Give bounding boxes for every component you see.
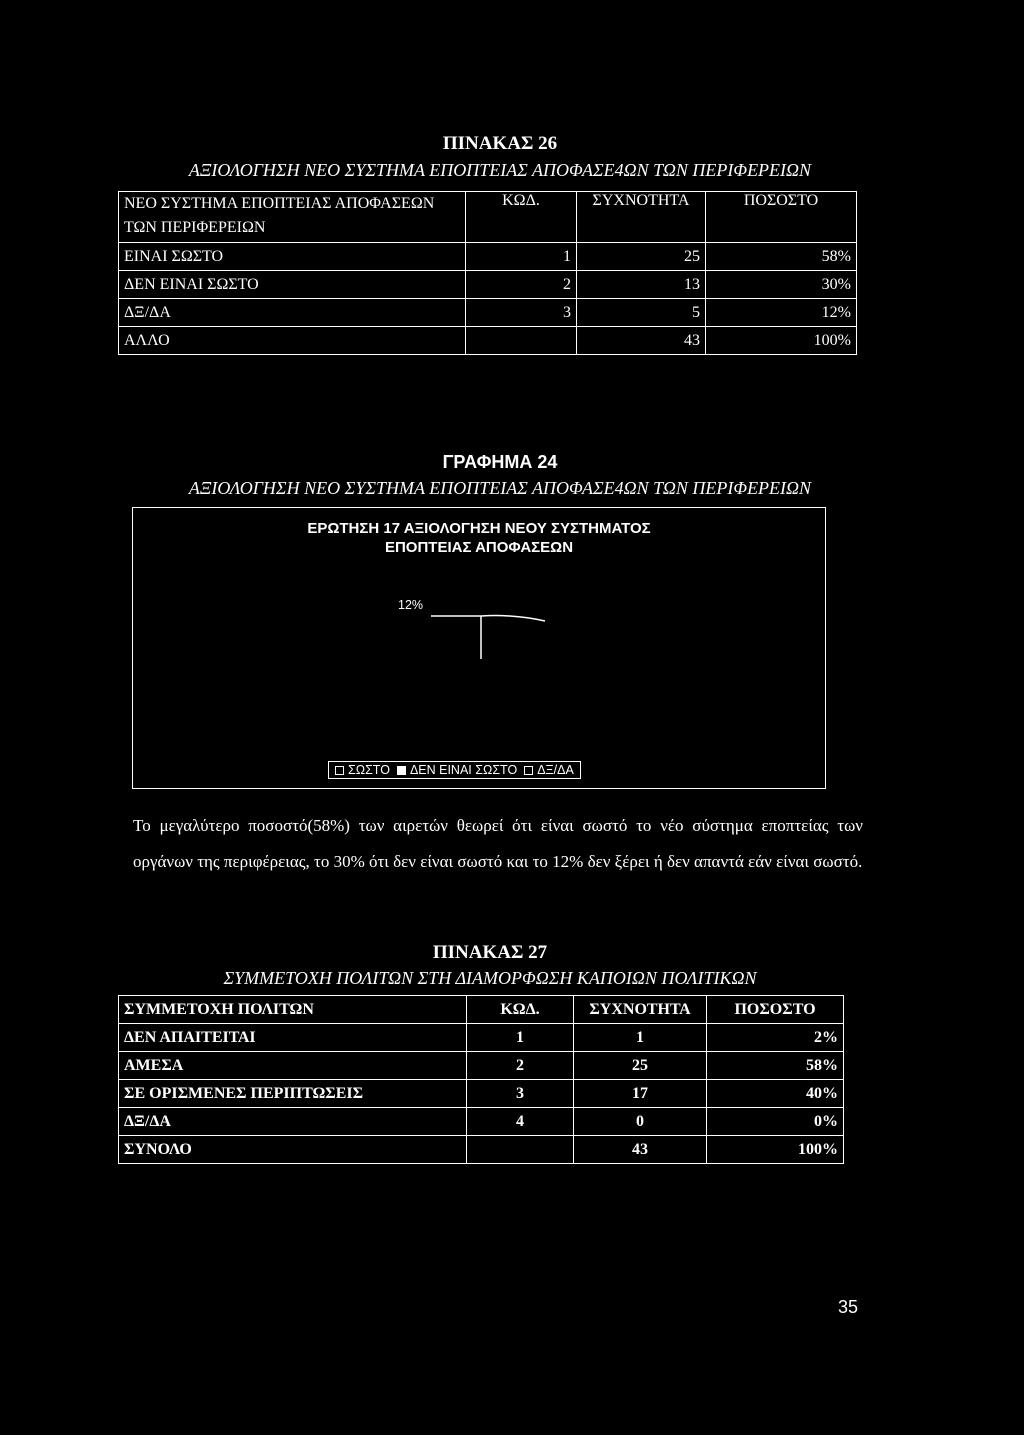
chart-title-line2: ΕΠΟΠΤΕΙΑΣ ΑΠΟΦΑΣΕΩΝ bbox=[384, 539, 574, 556]
pie-chart bbox=[133, 508, 825, 788]
table27-cell: 25 bbox=[574, 1052, 707, 1080]
table26-cell: 58% bbox=[706, 243, 857, 271]
table-row bbox=[119, 1108, 844, 1136]
table27-cell: 3 bbox=[467, 1080, 574, 1108]
table26-header-row bbox=[119, 192, 857, 243]
table26-cell: 30% bbox=[706, 271, 857, 299]
legend-label: ΔΕΝ ΕΙΝΑΙ ΣΩΣΤΟ bbox=[409, 763, 518, 777]
table27-cell: 58% bbox=[707, 1052, 844, 1080]
table27-header-code: ΚΩΔ. bbox=[467, 996, 574, 1024]
table27-cell: 2% bbox=[707, 1024, 844, 1052]
legend-label: ΔΞ/ΔΑ bbox=[537, 763, 574, 777]
legend-label: ΣΩΣΤΟ bbox=[348, 763, 390, 777]
table26-title: ΠΙΝΑΚΑΣ 26 bbox=[442, 133, 558, 154]
table27-cell: 2 bbox=[467, 1052, 574, 1080]
table27-cell: 40% bbox=[707, 1080, 844, 1108]
table27-cell: ΣΥΝΟΛΟ bbox=[119, 1136, 467, 1164]
legend-swatch-dxda bbox=[524, 766, 533, 775]
table27-cell: 17 bbox=[574, 1080, 707, 1108]
table26-cell: 5 bbox=[577, 299, 706, 327]
table27-subtitle: ΣΥΜΜΕΤΟΧΗ ΠΟΛΙΤΩΝ ΣΤΗ ΔΙΑΜΟΡΦΩΣΗ ΚΑΠΟΙΩΝ ΠΟΛΙΤΙΚΩΝ bbox=[223, 968, 757, 988]
table27-header-freq: ΣΥΧΝΟΤΗΤΑ bbox=[574, 996, 707, 1024]
table26-header-code: ΚΩΔ. bbox=[466, 192, 577, 243]
table27-cell: 100% bbox=[707, 1136, 844, 1164]
table26-cell: 1 bbox=[466, 243, 577, 271]
table26-cell: 3 bbox=[466, 299, 577, 327]
table26-cell: 2 bbox=[466, 271, 577, 299]
table-row bbox=[119, 1052, 844, 1080]
table-row bbox=[119, 271, 857, 299]
table26-subtitle: ΑΞΙΟΛΟΓΗΣΗ ΝΕΟ ΣΥΣΤΗΜΑ ΕΠΟΠΤΕΙΑΣ ΑΠΟΦΑΣΕ4ΩΝ ΤΩΝ ΠΕΡΙΦΕΡΕΙΩΝ bbox=[188, 160, 812, 180]
table-row bbox=[119, 1136, 844, 1164]
table27-cell: 0 bbox=[574, 1108, 707, 1136]
table-row bbox=[119, 243, 857, 271]
table27 bbox=[118, 995, 844, 1164]
table26-cell: 25 bbox=[577, 243, 706, 271]
table-row bbox=[119, 327, 857, 355]
chart-legend bbox=[328, 761, 581, 779]
graph24-title: ΓΡΑΦΗΜΑ 24 bbox=[442, 452, 558, 472]
table26-cell: 100% bbox=[706, 327, 857, 355]
table26-header-label: ΝΕΟ ΣΥΣΤΗΜΑ ΕΠΟΠΤΕΙΑΣ ΑΠΟΦΑΣΕΩΝ ΤΩΝ ΠΕΡΙΦΕΡΕΙΩΝ bbox=[119, 192, 466, 243]
table26-cell: ΔΞ/ΔΑ bbox=[119, 299, 466, 327]
table27-cell: 43 bbox=[574, 1136, 707, 1164]
table26-cell: ΕΙΝΑΙ ΣΩΣΤΟ bbox=[119, 243, 466, 271]
table27-cell: ΣΕ ΟΡΙΣΜΕΝΕΣ ΠΕΡΙΠΤΩΣΕΙΣ bbox=[119, 1080, 467, 1108]
table27-cell: ΑΜΕΣΑ bbox=[119, 1052, 467, 1080]
table27-cell: 1 bbox=[574, 1024, 707, 1052]
table26-header-freq: ΣΥΧΝΟΤΗΤΑ bbox=[577, 192, 706, 243]
table26-cell: ΑΛΛΟ bbox=[119, 327, 466, 355]
table27-header-row bbox=[119, 996, 844, 1024]
table27-cell: 0% bbox=[707, 1108, 844, 1136]
table27-header-pct: ΠΟΣΟΣΤΟ bbox=[707, 996, 844, 1024]
pie-slice-edge bbox=[431, 616, 545, 659]
table-row bbox=[119, 1024, 844, 1052]
body-paragraph: Το μεγαλύτερο ποσοστό(58%) των αιρετών θεωρεί ότι είναι σωστό το νέο σύστημα εποπτείας των οργάνων της περιφέρειας, το 30% ότι δεν είναι σωστό και το 12% δεν ξέρει ή δεν απαντά εάν είναι σωστό. bbox=[133, 816, 863, 871]
table27-cell: 4 bbox=[467, 1108, 574, 1136]
table27-cell: 1 bbox=[467, 1024, 574, 1052]
graph24-subtitle: ΑΞΙΟΛΟΓΗΣΗ ΝΕΟ ΣΥΣΤΗΜΑ ΕΠΟΠΤΕΙΑΣ ΑΠΟΦΑΣΕ4ΩΝ ΤΩΝ ΠΕΡΙΦΕΡΕΙΩΝ bbox=[188, 478, 812, 498]
table26-cell bbox=[466, 327, 577, 355]
legend-swatch-den-einai-sosto bbox=[397, 766, 406, 775]
table26-cell: 13 bbox=[577, 271, 706, 299]
table-row bbox=[119, 1080, 844, 1108]
table26-cell: 43 bbox=[577, 327, 706, 355]
chart-title-line1: ΕΡΩΤΗΣΗ 17 ΑΞΙΟΛΟΓΗΣΗ ΝΕΟΥ ΣΥΣΤΗΜΑΤΟΣ bbox=[307, 520, 651, 537]
table26-header-pct: ΠΟΣΟΣΤΟ bbox=[706, 192, 857, 243]
legend-swatch-sosto bbox=[335, 766, 344, 775]
table27-cell bbox=[467, 1136, 574, 1164]
page-number: 35 bbox=[838, 1297, 859, 1317]
table27-header-label: ΣΥΜΜΕΤΟΧΗ ΠΟΛΙΤΩΝ bbox=[119, 996, 467, 1024]
pie-slice-label: 12% bbox=[398, 598, 424, 612]
table26-cell: ΔΕΝ ΕΙΝΑΙ ΣΩΣΤΟ bbox=[119, 271, 466, 299]
table26 bbox=[118, 191, 857, 355]
table27-cell: ΔΕΝ ΑΠΑΙΤΕΙΤΑΙ bbox=[119, 1024, 467, 1052]
table26-cell: 12% bbox=[706, 299, 857, 327]
chart-frame bbox=[132, 507, 826, 789]
table27-cell: ΔΞ/ΔΑ bbox=[119, 1108, 467, 1136]
table27-title: ΠΙΝΑΚΑΣ 27 bbox=[432, 942, 548, 963]
table-row bbox=[119, 299, 857, 327]
